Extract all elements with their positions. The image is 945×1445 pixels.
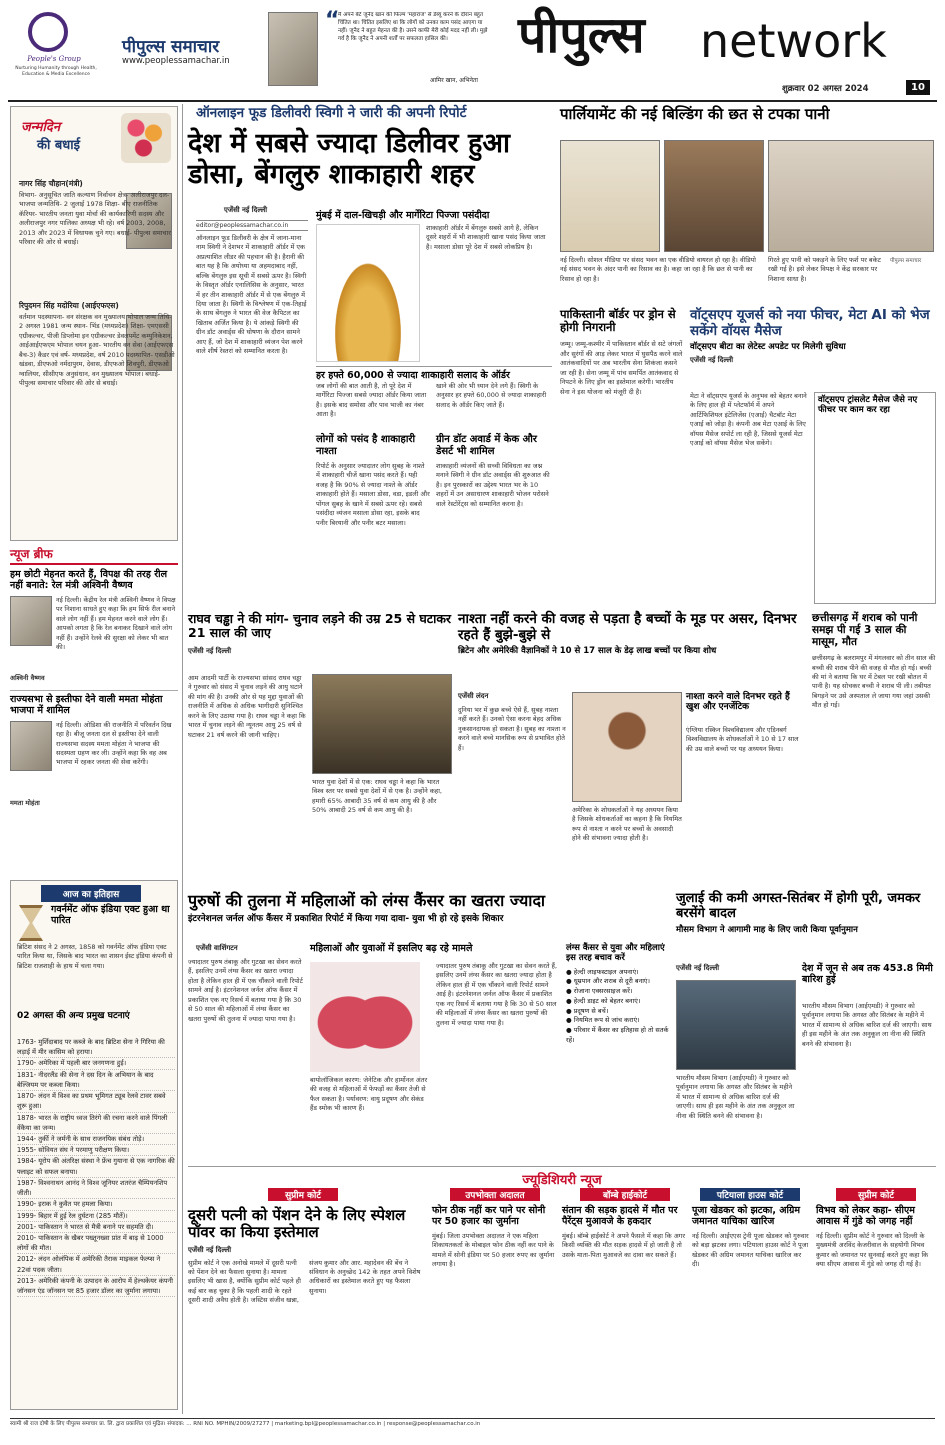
- parliament-bucket-photo: [768, 140, 934, 252]
- nashta-box-title: नाश्ता करने वाले दिनभर रहते हैं खुश और एनर्जेटिक: [686, 692, 790, 713]
- parliament-credit: पीपुल्स समाचार: [890, 258, 922, 264]
- raghav-caption: भारत युवा देशों में से एक: राघव चड्ढा ने कहा कि भारत विश्व स्तर पर सबसे युवा देशों में से एक है। उन्होंने कहा, हमारी 65% आबादी 35 वर्ष से कम आयु की है और 50% आबादी 25 वर्ष से कम आयु की है।: [312, 778, 442, 815]
- event-item: 1987- विश्वनाथन आनंद ने विश्व जूनियर शतरंज चैम्पियनशिप जीती।: [17, 1178, 175, 1199]
- dosa-email: editor@peoplessamachar.co.in: [196, 220, 308, 231]
- cancer-inner-heading: महिलाओं और युवाओं में इसलिए बढ़ रहे मामले: [310, 943, 473, 954]
- judicial-tag-1: सुप्रीम कोर्ट: [268, 1188, 338, 1201]
- brief-caption-1: अश्विनी वैष्णव: [10, 673, 45, 682]
- person1-name: नागर सिंह चौहान(मंत्री): [19, 179, 83, 188]
- event-item: 2001- पाकिस्तान ने भारत से मैत्री बनाने पर सहमति दी।: [17, 1222, 175, 1233]
- mamta-mohanta-photo: [10, 721, 52, 771]
- quote-icon: “: [325, 8, 340, 33]
- event-item: 1870- लंदन में विश्व का प्रथम भूमिगत ट्यूब रेलवे टावर सबवे शुरू हुआ।: [17, 1091, 175, 1112]
- judicial-tag-5: सुप्रीम कोर्ट: [836, 1188, 916, 1201]
- events-list: [17, 1037, 175, 1407]
- group-name: People's Group: [27, 55, 81, 63]
- nashta-headline: नाश्ता नहीं करने की वजह से पड़ता है बच्चों के मूड पर असर, दिनभर रहते हैं बुझे-बुझे से: [458, 611, 797, 643]
- rain-photo: [676, 980, 796, 1070]
- whatsapp-story: [690, 308, 936, 608]
- judicial-body-4: नई दिल्ली। आईएएस ट्रेनी पूजा खेडकर को गुरुवार को बड़ा झटका लगा। पटियाला हाउस कोर्ट ने पूजा खेडकर की अग्रिम जमानत याचिका खारिज कर दी।: [692, 1231, 809, 1269]
- chhattisgarh-story: [812, 612, 936, 887]
- dosa-photo: [316, 224, 420, 362]
- raghav-headline: राघव चड्ढा ने की मांग- चुनाव लड़ने की उम्र 25 से घटाकर 21 साल की जाए: [188, 611, 452, 641]
- cancer-tip-item: ● रोजाना एक्सरसाइज करें।: [566, 987, 633, 996]
- judicial-byline-1: एजेंसी नई दिल्ली: [188, 1245, 232, 1254]
- masthead-rule: [8, 100, 937, 102]
- quote-author: आमिर खान, अभिनेता: [430, 77, 478, 84]
- aamir-khan-photo: [268, 12, 318, 86]
- dosa-sub-4: ग्रीन डॉट अवार्ड में केक और डेसर्ट भी शामिल: [436, 434, 537, 457]
- event-item: 1831- नीदरलैंड की सेना ने दस दिन के अभियान के बाद बेल्जियम पर कब्जा किया।: [17, 1070, 175, 1091]
- itihas-body: ब्रिटिश संसद ने 2 अगस्त, 1858 को गवर्नमेंट ऑफ इंडिया एक्ट पारित किया था, जिसके बाद भारत का शासन ईस्ट इंडिया कंपनी से ब्रिटिश राजशाही के हाथ में चला गया।: [17, 943, 173, 970]
- judicial-head-2: फोन ठीक नहीं कर पाने पर सोनी पर 50 हजार का जुर्माना: [432, 1205, 546, 1227]
- dosa-body-2b: खाने की ओर भी ध्यान देने लगे हैं। स्विगी के अनुसार हर हफ्ते 60,000 से ज्यादा शाकाहारी सलाद के ऑर्डर किए जाते हैं।: [436, 382, 547, 409]
- itihas-headline: गवर्नमेंट ऑफ इंडिया एक्ट हुआ था पारित: [51, 904, 170, 926]
- nashta-story: [458, 612, 806, 887]
- person1-bio: विभाग- अनुसूचित जाति कल्याण निर्वाचन क्षेत्र- अलीराजपुर दल- भाजपा जन्मतिथि- 2 जुलाई 1978 शिक्षा- बीए राजनीतिक कॅरियर- भारतीय जनता युवा मोर्चा की कार्यकारिणी सदस्य और अलीराजपुर नगर पालिका अध्यक्ष भी रहे। वर्ष 2003, 2008, 2013 और 2023 में विधायक चुने गए। बधाई- पीपुल्स समाचार परिवार की ओर से बधाई।: [19, 191, 171, 247]
- hourglass-icon: [19, 905, 43, 941]
- dosa-sub-3: लोगों को पसंद है शाकाहारी नाश्ता: [316, 434, 416, 457]
- masthead: [0, 0, 945, 100]
- lungs-illustration: [310, 962, 420, 1072]
- birthday-section: [10, 106, 178, 541]
- monsoon-story: [676, 892, 936, 1162]
- dosa-body-3: रिपोर्ट के अनुसार ज्यादातर लोग सुबह के नाश्ते में शाकाहारी चीजें खाना पसंद करते हैं। यही वजह है कि 90% से ज्यादा नाश्ते के ऑर्डर शाकाहारी होते हैं। मसाला डोसा, वडा, इडली और पोंगल सुबह के खाने में सबसे ऊपर रहे। सबसे पसंदीदा व्यंजन मसाला डोसा रहा, इसके बाद पनीर बिरयानी और पनीर बटर मसाला।: [316, 462, 430, 527]
- whatsapp-body: मेटा ने वॉट्सएप यूजर्स के अनुभव को बेहतर बनाने के लिए हाल ही में प्लेटफॉर्म में अपने आर्टिफिशियल इंटेलिजेंस (एआई) चैटबॉट मेटा एआई को जोड़ा है। कंपनी अब मेटा एआई के लिए वॉयस मैसेज सपोर्ट ला रही है, जिससे यूजर्स मेटा एआई को वॉयस मैसेज भेज सकेंगे।: [690, 392, 807, 448]
- pak-border-story: [560, 308, 684, 608]
- whatsapp-box-title: वॉट्सएप ट्रांसलेट मैसेज जैसे नए फीचर पर काम कर रहा: [818, 395, 918, 415]
- dosa-story: [188, 106, 553, 606]
- parliament-interior-photo: [664, 140, 764, 252]
- judicial-tag-2: उपभोक्ता अदालत: [450, 1188, 540, 1201]
- flower-bouquet-icon: [121, 113, 171, 163]
- judicial-tag-4: पटियाला हाउस कोर्ट: [700, 1188, 800, 1201]
- event-item: 1999- बिहार में हुई रेल दुर्घटना (285 मौतें)।: [17, 1211, 175, 1222]
- dosa-kicker: ऑनलाइन फूड डिलीवरी स्विगी ने जारी की अपनी रिपोर्ट: [196, 105, 467, 121]
- judiciary-section: [188, 1166, 936, 1414]
- event-item: 1763- मुर्शिदाबाद पर कब्जे के बाद ब्रिटिश सेना ने गिरिया की लड़ाई में मीर कासिम को हराया।: [17, 1037, 175, 1058]
- judicial-tag-3: बॉम्बे हाईकोर्ट: [580, 1188, 670, 1201]
- itihas-title: आज का इतिहास: [41, 885, 141, 902]
- parliament-story: [560, 106, 936, 302]
- judicial-head-1: दूसरी पत्नी को पेंशन देने के लिए स्पेशल पॉवर का किया इस्तेमाल: [188, 1206, 406, 1242]
- cancer-headline: पुरुषों की तुलना में महिलाओं को लंग्स कैंसर का खतरा ज्यादा: [188, 891, 546, 910]
- monsoon-box: देश में जून से अब तक 453.8 मिमी बारिश हुई: [802, 963, 933, 985]
- website: www.peoplessamachar.in: [122, 56, 230, 66]
- judiciary-title: ज्यूडिशियरी न्यूज: [188, 1166, 936, 1188]
- event-item: 1944- तुर्की ने जर्मनी के साथ राजनयिक संबंध तोड़े।: [17, 1134, 175, 1145]
- judicial-head-5: विभव को लेकर कहा- सीएम आवास में गुंडे को जगह नहीं: [816, 1205, 915, 1227]
- whatsapp-box: [814, 392, 936, 604]
- monsoon-byline: एजेंसी नई दिल्ली: [676, 964, 720, 972]
- chhattisgarh-body: छत्तीसगढ़ के बलरामपुर में मंगलवार को तीन साल की बच्ची की शराब पीने की वजह से मौत हो गई। बच्ची की मां ने बताया कि घर में टेबल पर रखी बोतल में पानी है। यह सोचकर बच्ची ने शराब पी ली। तबीयत बिगड़ने पर उसे अस्पताल ले जाया गया जहां उसकी मौत हो गई।: [812, 654, 936, 710]
- dosa-body-4: शाकाहारी व्यंजनों की सच्ची विविधता का जश्न मनाने स्विगी ने ग्रीन डॉट अवार्ड्स की शुरुआत की है। इन पुरस्कारों का उद्देश्य भारत भर के 10 शहरों में उन असाधारण शाकाहारी भोजन परोसने वाले रेस्टोरेंट्स को सम्मानित करना है।: [436, 462, 550, 508]
- cancer-tip-item: ● नियमित रूप से जांच कराएं।: [566, 1016, 640, 1025]
- issue-date: शुक्रवार 02 अगस्त 2024: [782, 84, 869, 94]
- dosa-sub-1: मुंबई में दाल-खिचड़ी और मार्गेरिटा पिज्जा पसंदीदा: [316, 210, 490, 221]
- cancer-byline: एजेंसी वाशिंगटन: [196, 944, 238, 952]
- chhattisgarh-headline: छत्तीसगढ़ में शराब को पानी समझ पी गई 3 साल की मासूम, मौत: [812, 612, 918, 649]
- cancer-side-text: ज्यादातर पुरुष तंबाकू और गुटखा का सेवन करते हैं, इसलिए उनमें लंग्स कैंसर का खतरा ज्यादा होता है लेकिन हाल ही में एक चौंकाने वाली रिपोर्ट सामने आई है। इंटरनेशनल जर्नल ऑफ कैंसर में प्रकाशित एक नए रिसर्च में बताया गया है कि 30 से 50 साल की महिलाओं में लंग्स कैंसर का खतरा पुरुषों की तुलना में ज्यादा पाया गया है।: [436, 962, 558, 1027]
- parliament-caption-1: नई दिल्ली। सोशल मीडिया पर संसद भवन का एक वीडियो वायरल हो रहा है। वीडियो नई संसद भवन के अंदर पानी का रिसाव का है। कहा जा रहा है कि छत से पानी का रिसाव हो रहा है।: [560, 256, 756, 283]
- brief-body-1: नई दिल्ली। केंद्रीय रेल मंत्री अश्विनी वैष्णव ने विपक्ष पर निशाना साधते हुए कहा कि हम सिर्फ रील बनाने वाले लोग नहीं हैं। हम मेहनत करने वाले लोग हैं। आपको लगता है कि रेल बनाकर दिखाने वाले लोग नहीं हैं। उन्होंने रेलवे की सुरक्षा को लेकर भी बात की।: [56, 595, 176, 651]
- whatsapp-sub: वॉट्सएप बीटा का लेटेस्ट अपडेट पर मिलेगी सुविधा: [690, 342, 846, 353]
- itihas-section: [10, 880, 178, 1410]
- parliament-building-photo: [560, 140, 660, 252]
- cancer-tip-item: ● धूम्रपान और शराब से दूरी बनाएं।: [566, 977, 650, 986]
- brief-headline-1: हम छोटी मेहनत करते हैं, विपक्ष की तरह रील नहीं बनाते: रेल मंत्री अश्विनी वैष्णव: [10, 569, 168, 591]
- cancer-tip-item: ● प्रदूषण से बचें।: [566, 1006, 609, 1015]
- dosa-headline: देश में सबसे ज्यादा डिलीवर हुआ डोसा, बेंगलुरु शाकाहारी शहर: [188, 127, 510, 190]
- raghav-story: [188, 612, 453, 887]
- judicial-head-3: संतान की सड़क हादसे में मौत पर पैरेंट्स मुआवजे के हकदार: [562, 1205, 678, 1227]
- nashta-body: दुनिया भर में कुछ बच्चे ऐसे हैं, सुबह नाश्ता नहीं करते हैं। उनको ऐसा करना बेहद अधिक नुकसानदायक हो सकता है। सुबह का नाश्ता न करने वाले बच्चे मानसिक रूप से प्रभावित होते हैं।: [458, 706, 566, 752]
- event-item: 1955- सोवियत संघ ने परमाणु परीक्षण किया।: [17, 1145, 175, 1156]
- judicial-card-2: [432, 1188, 556, 1414]
- parliament-caption-2: गिरते हुए पानी को पकड़ने के लिए फर्श पर बकेट रखी गई है। इसे लेकर विपक्ष ने केंद्र सरकार पर निशाना साधा है।: [768, 256, 881, 283]
- judicial-card-4: [692, 1188, 810, 1414]
- nashta-box-body: एंग्लिया रस्किन विश्वविद्यालय और एडिनबर्ग विश्वविद्यालय के शोधकर्ताओं ने 10 से 17 साल की उम्र वाले बच्चों पर यह अध्ययन किया।: [686, 726, 799, 753]
- dosa-sub-2: हर हफ्ते 60,000 से ज्यादा शाकाहारी सलाद के ऑर्डर: [316, 366, 552, 381]
- event-item: 2010- पाकिस्तान के खैबर पख्तूनख्वा प्रांत में बाढ़ से 1000 लोगों की मौत।: [17, 1233, 175, 1254]
- cancer-tips-list: [566, 968, 672, 1046]
- dosa-body-2: जब लोगों की बात आती है, तो पूरे देश में मार्गेरिटा पिज्जा सबसे ज्यादा ऑर्डर किया जाता है। इसके बाद समोसा और पाव भाजी का नंबर आता है।: [316, 382, 427, 419]
- judicial-body-2: मुंबई। जिला उपभोक्ता अदालत ने एक महिला शिकायतकर्ता के मोबाइल फोन ठीक नहीं कर पाने के मामले में सोनी इंडिया पर 50 हजार रुपए का जुर्माना लगाया है।: [432, 1231, 555, 1269]
- pak-headline: पाकिस्तानी बॉर्डर पर ड्रोन से होगी निगरानी: [560, 307, 676, 335]
- dosa-byline: एजेंसी नई दिल्ली: [224, 206, 268, 214]
- events-heading: 02 अगस्त की अन्य प्रमुख घटनाएं: [17, 1011, 130, 1021]
- person2-bio: वर्तमान पदस्थापना- वन संरक्षक वन मुख्यालय भोपाल जन्म तिथि- 2 अगस्त 1981 जन्म स्थान- भिंड (मध्यप्रदेश) शिक्षा- एमएससी एग्रीकल्चर, पीजी डिप्लोमा इन एग्रीकल्चर डेवलपमेंट कम्युनिकेशन, आईआईएफएम भोपाल चयन हुआ- भारतीय वन सेवा (आईएफएस बैच-3) कैडर एवं वर्ष- मध्यप्रदेश, वर्ष 2010 पदस्थापित- एसडीओ खंडवा, डीएफओ नर्मदापुरम, देवास, डीएफओ शिवपुरी, डीएफओ ग्वालियर, सीसीएफ अनुसंधान, वन मुख्यालय भोपाल। बधाई- पीपुल्स समाचार परिवार की ओर से बधाई।: [19, 313, 175, 387]
- news-brief-section: [10, 545, 178, 875]
- judicial-head-4: पूजा खेडकर को झटका, अग्रिम जमानत याचिका खारिज: [692, 1205, 801, 1227]
- column-rule: [182, 104, 183, 1414]
- ashwini-vaishnaw-photo: [10, 596, 52, 646]
- news-brief-title: न्यूज ब्रीफ: [10, 545, 178, 565]
- judicial-card-1: [188, 1188, 424, 1414]
- event-item: 1984- यूरोप की अंतरिक्ष संस्था ने फ्रेंच गुयाना से एक नागरिक की फ्लाइट को सफल बनाया।: [17, 1156, 175, 1177]
- brief-caption-2: ममता मोहंता: [10, 798, 40, 807]
- footer-imprint: स्वामी श्री राज दोषी के लिए पीपुल्स समाचार प्रा. लि. द्वारा प्रकाशित एवं मुद्रित। संपादक: ... RNI NO. MPHIN/2009/27277 | marketing.bpl@peoplessamachar.co.in | response@peoplessamachar.co.in: [10, 1418, 935, 1438]
- page-number: 10: [906, 80, 930, 95]
- nashta-sub: ब्रिटेन और अमेरिकी वैज्ञानिकों ने 10 से 17 साल के डेढ़ लाख बच्चों पर किया शोध: [458, 646, 717, 657]
- dosa-body-1: ऑनलाइन फूड डिलीवरी के क्षेत्र में जाना-माना नाम स्विगी ने देशभर में शाकाहारी ऑर्डर में एक अप्रत्याशित लीडर की पहचान की है। हैरानी की बात यह है कि अयोध्या या अहमदाबाद नहीं, बल्कि बेंगलुरु इस सूची में सबसे ऊपर है। स्विगी के विस्तृत ऑर्डर एनालिसिस के अनुसार, भारत में हर तीन शाकाहारी ऑर्डर में से एक बेंगलुरु में दिया जाता है। स्विगी के विश्लेषण में एक-तिहाई के साथ बेंगलुरु ने भारत की वेज कैपिटल का खिताब अर्जित किया है। ये आंकड़े स्विगी की ग्रीन डॉट अवार्ड्स की घोषणा के दौरान सामने आए हैं, जो देश में शाकाहारी व्यंजन पेश करने वाले शीर्ष रेस्तरां को सम्मानित करता है।: [196, 234, 307, 356]
- cancer-tip-item: ● परिवार में कैंसर का इतिहास हो तो सतर्क रहें।: [566, 1026, 669, 1044]
- brand-network: network: [700, 14, 887, 68]
- monsoon-side-text: भारतीय मौसम विभाग (आईएमडी) ने गुरुवार को पूर्वानुमान लगाया कि अगस्त और सितंबर के महीने में भारत में सामान्य से अधिक बारिश दर्ज की जाएगी। साथ ही इस महीने के अंत तक अनुकूल ला नीना की स्थिति बनने की संभावना है।: [802, 1002, 932, 1048]
- birthday-title-1: जन्मदिन: [21, 120, 61, 135]
- nashta-caption: अमेरिका के शोधकर्ताओं ने यह अध्ययन किया है जिसके शोधकर्ताओं का कहना है कि नियमित रूप से नाश्ता न करने पर बच्चों के अवसादी होने की संभावना ज्यादा होती है।: [572, 806, 682, 843]
- raghav-byline: एजेंसी नई दिल्ली: [188, 646, 232, 655]
- event-item: 2013- अमेरिकी कंपनी के उत्पादन के आरोप में हेल्थकेयर कंपनी जॉनसन एंड जॉनसन पर 85 हजार डॉलर का जुर्माना लगाया।: [17, 1276, 175, 1297]
- whatsapp-byline: एजेंसी नई दिल्ली: [690, 356, 734, 365]
- cancer-tips-box: [566, 944, 672, 1158]
- judicial-card-3: [562, 1188, 686, 1414]
- peoples-group-logo: [28, 12, 68, 52]
- judicial-body-1: सुप्रीम कोर्ट ने एक अनोखे मामले में दूसरी पत्नी को पेंशन देने का फैसला सुनाया है। मामला इसलिए भी खास है, क्योंकि सुप्रीम कोर्ट पहले ही कई बार कह चुका है कि पहली शादी के रहते दूसरी शादी अवैध होती है। जस्टिस संजीव खन्ना, संजय कुमार और आर. महादेवन की बेंच ने संविधान के अनुच्छेद 142 के तहत अपने विशेष अधिकारों का इस्तेमाल करते हुए यह फैसला सुनाया।: [188, 1258, 421, 1305]
- dosa-caption-1: शाकाहारी ऑर्डर में बेंगलुरु सबसे आगे है, लेकिन दूसरे शहरों में भी शाकाहारी खाना पसंद किया जाता है। मसाला डोसा पूरे देश में सबसे लोकप्रिय है।: [426, 224, 546, 251]
- cancer-tips-title: लंग्स कैंसर से युवा और महिलाएं इस तरह बचाव करें: [566, 943, 665, 963]
- cancer-sub: इंटरनेशनल जर्नल ऑफ कैंसर में प्रकाशित रिपोर्ट में किया गया दावा- युवा भी हो रहे इसके शिकार: [188, 914, 504, 925]
- whatsapp-headline: वॉट्सएप यूजर्स को नया फीचर, मेटा AI को भेज सकेंगे वॉयस मैसेज: [690, 307, 930, 339]
- child-breakfast-photo: [572, 692, 682, 802]
- monsoon-sub: मौसम विभाग ने आगामी माह के लिए जारी किया पूर्वानुमान: [676, 924, 858, 935]
- cancer-tip-item: ● हेल्दी लाइफस्टाइल अपनाएं।: [566, 967, 639, 976]
- event-item: 1878- भारत के राष्ट्रीय ध्वज तिरंगे की रचना करने वाले पिंगली वेंकैया का जन्म।: [17, 1113, 175, 1134]
- judicial-body-3: मुंबई। बॉम्बे हाईकोर्ट ने अपने फैसले में कहा कि अगर किसी व्यक्ति की मौत सड़क हादसे में हो जाती है तो उसके माता-पिता मुआवजे का दावा कर सकते हैं।: [562, 1231, 686, 1259]
- group-tagline: Nurturing Humanity through Health, Education & Media Excellence: [15, 66, 97, 77]
- quote-text: मैं अपने बेटे जुनैद खान की फिल्म 'महाराज' से डेब्यू करने के दौरान बहुत चिंतित था। चिंतित इसलिए था कि लोगों को उनका काम पसंद आएगा या नहीं। जुनैद ने बहुत मेहनत की है। उसने काफी मेरी कोई मदद नहीं ली। मुझे गर्व है कि जुनैद ने अपनी शर्तों पर सफलता हासिल की।: [338, 12, 488, 42]
- raghav-body: आम आदमी पार्टी के राज्यसभा सांसद राघव चड्ढा ने गुरुवार को संसद में चुनाव लड़ने की आयु घटाने की मांग की है। उनकी ओर से यह मुद्दा युवाओं की राजनीति में अधिक से अधिक भागीदारी सुनिश्चित करने के लिए उठाया गया है। राघव चड्ढा ने कहा कि भारत में चुनाव लड़ने की न्यूनतम आयु 25 वर्ष से घटाकर 21 वर्ष करने की जानी चाहिए।: [188, 674, 306, 739]
- judicial-card-5: [816, 1188, 936, 1414]
- raghav-chadha-photo: [312, 674, 452, 774]
- brand-hindi: पीपुल्स: [518, 6, 645, 64]
- event-item: 1990- इराक ने कुवैत पर हमला किया।: [17, 1199, 175, 1210]
- paper-logo: पीपुल्स समाचार: [122, 37, 220, 57]
- birthday-title-2: की बधाई: [37, 138, 81, 153]
- event-item: 1790- अमेरिका में पहली बार जनगणना हुई।: [17, 1058, 175, 1069]
- monsoon-body: भारतीय मौसम विभाग (आईएमडी) ने गुरुवार को पूर्वानुमान लगाया कि अगस्त और सितंबर के महीने में भारत में सामान्य से अधिक बारिश दर्ज की जाएगी। साथ ही इस महीने के अंत तक अनुकूल ला नीना की स्थिति बनने की संभावना है।: [676, 1074, 795, 1120]
- nashta-byline: एजेंसी लंदन: [458, 692, 489, 700]
- monsoon-headline: जुलाई की कमी अगस्त-सितंबर में होगी पूरी, जमकर बरसेंगे बादल: [676, 891, 921, 921]
- judicial-body-5: नई दिल्ली। सुप्रीम कोर्ट ने गुरुवार को दिल्ली के मुख्यमंत्री अरविंद केजरीवाल के सहयोगी विभव कुमार को जमानत पर सुनवाई करते हुए कहा कि क्या सीएम आवास में गुंडे को जगह दी गई है।: [816, 1231, 929, 1269]
- cancer-body: ज्यादातर पुरुष तंबाकू और गुटखा का सेवन करते हैं, इसलिए उनमें लंग्स कैंसर का खतरा ज्यादा होता है लेकिन हाल ही में एक चौंकाने वाली रिपोर्ट सामने आई है। इंटरनेशनल जर्नल ऑफ कैंसर में प्रकाशित एक नए रिसर्च में बताया गया है कि 30 से 50 साल की महिलाओं में लंग्स कैंसर का खतरा पुरुषों की तुलना में ज्यादा पाया गया है।: [188, 958, 303, 1023]
- event-item: 2012- लंदन ओलंपिक में अमेरिकी तैराक माइकल फेल्प्स ने 22वां पदक जीता।: [17, 1254, 175, 1275]
- cancer-tip-item: ● हेल्दी डाइट को बेहतर बनाएं।: [566, 996, 641, 1005]
- pak-body: जम्मू। जम्मू-कश्मीर में पाकिस्तान बॉर्डर से सटे जंगलों और सुरंगों की आड़ लेकर भारत में घुसपैठ करने वाले आतंकवादियों पर अब भारतीय सेना शिकंजा कसने जा रही है। सेना जम्मू में पांच समर्पित आतंकवाद से निपटने के लिए ड्रोन का इस्तेमाल करेगी। भारतीय सेना ने इस योजना को मंजूरी दी है।: [560, 340, 683, 396]
- parliament-headline: पार्लियामेंट की नई बिल्डिंग की छत से टपका पानी: [560, 105, 830, 123]
- cancer-mid-text: बायोलॉजिकल कारण: जेनेटिक और हार्मोनल अंतर की वजह से महिलाओं में फेफड़ों का कैंसर तेजी से फैल सकता है। पर्यावरण: वायु प्रदूषण और सेकंड हैंड स्मोक भी कारण हैं।: [310, 1076, 428, 1113]
- brief-headline-2: राज्यसभा से इस्तीफा देने वाली ममता मोहंता भाजपा में शामिल: [10, 690, 178, 717]
- person2-name: रिपुदमन सिंह मदोरिया (आईएफएस): [19, 301, 119, 310]
- cancer-story: [188, 892, 672, 1162]
- brief-body-2: नई दिल्ली। ओडिशा की राजनीति में परिवर्तन दिख रहा है। बीजू जनता दल से इस्तीफा देने वाली राज्यसभा सदस्य ममता मोहंता ने भाजपा की सदस्यता ग्रहण कर ली। उन्होंने कहा कि वह अब भाजपा में रहकर जनता की सेवा करेंगी।: [56, 720, 172, 767]
